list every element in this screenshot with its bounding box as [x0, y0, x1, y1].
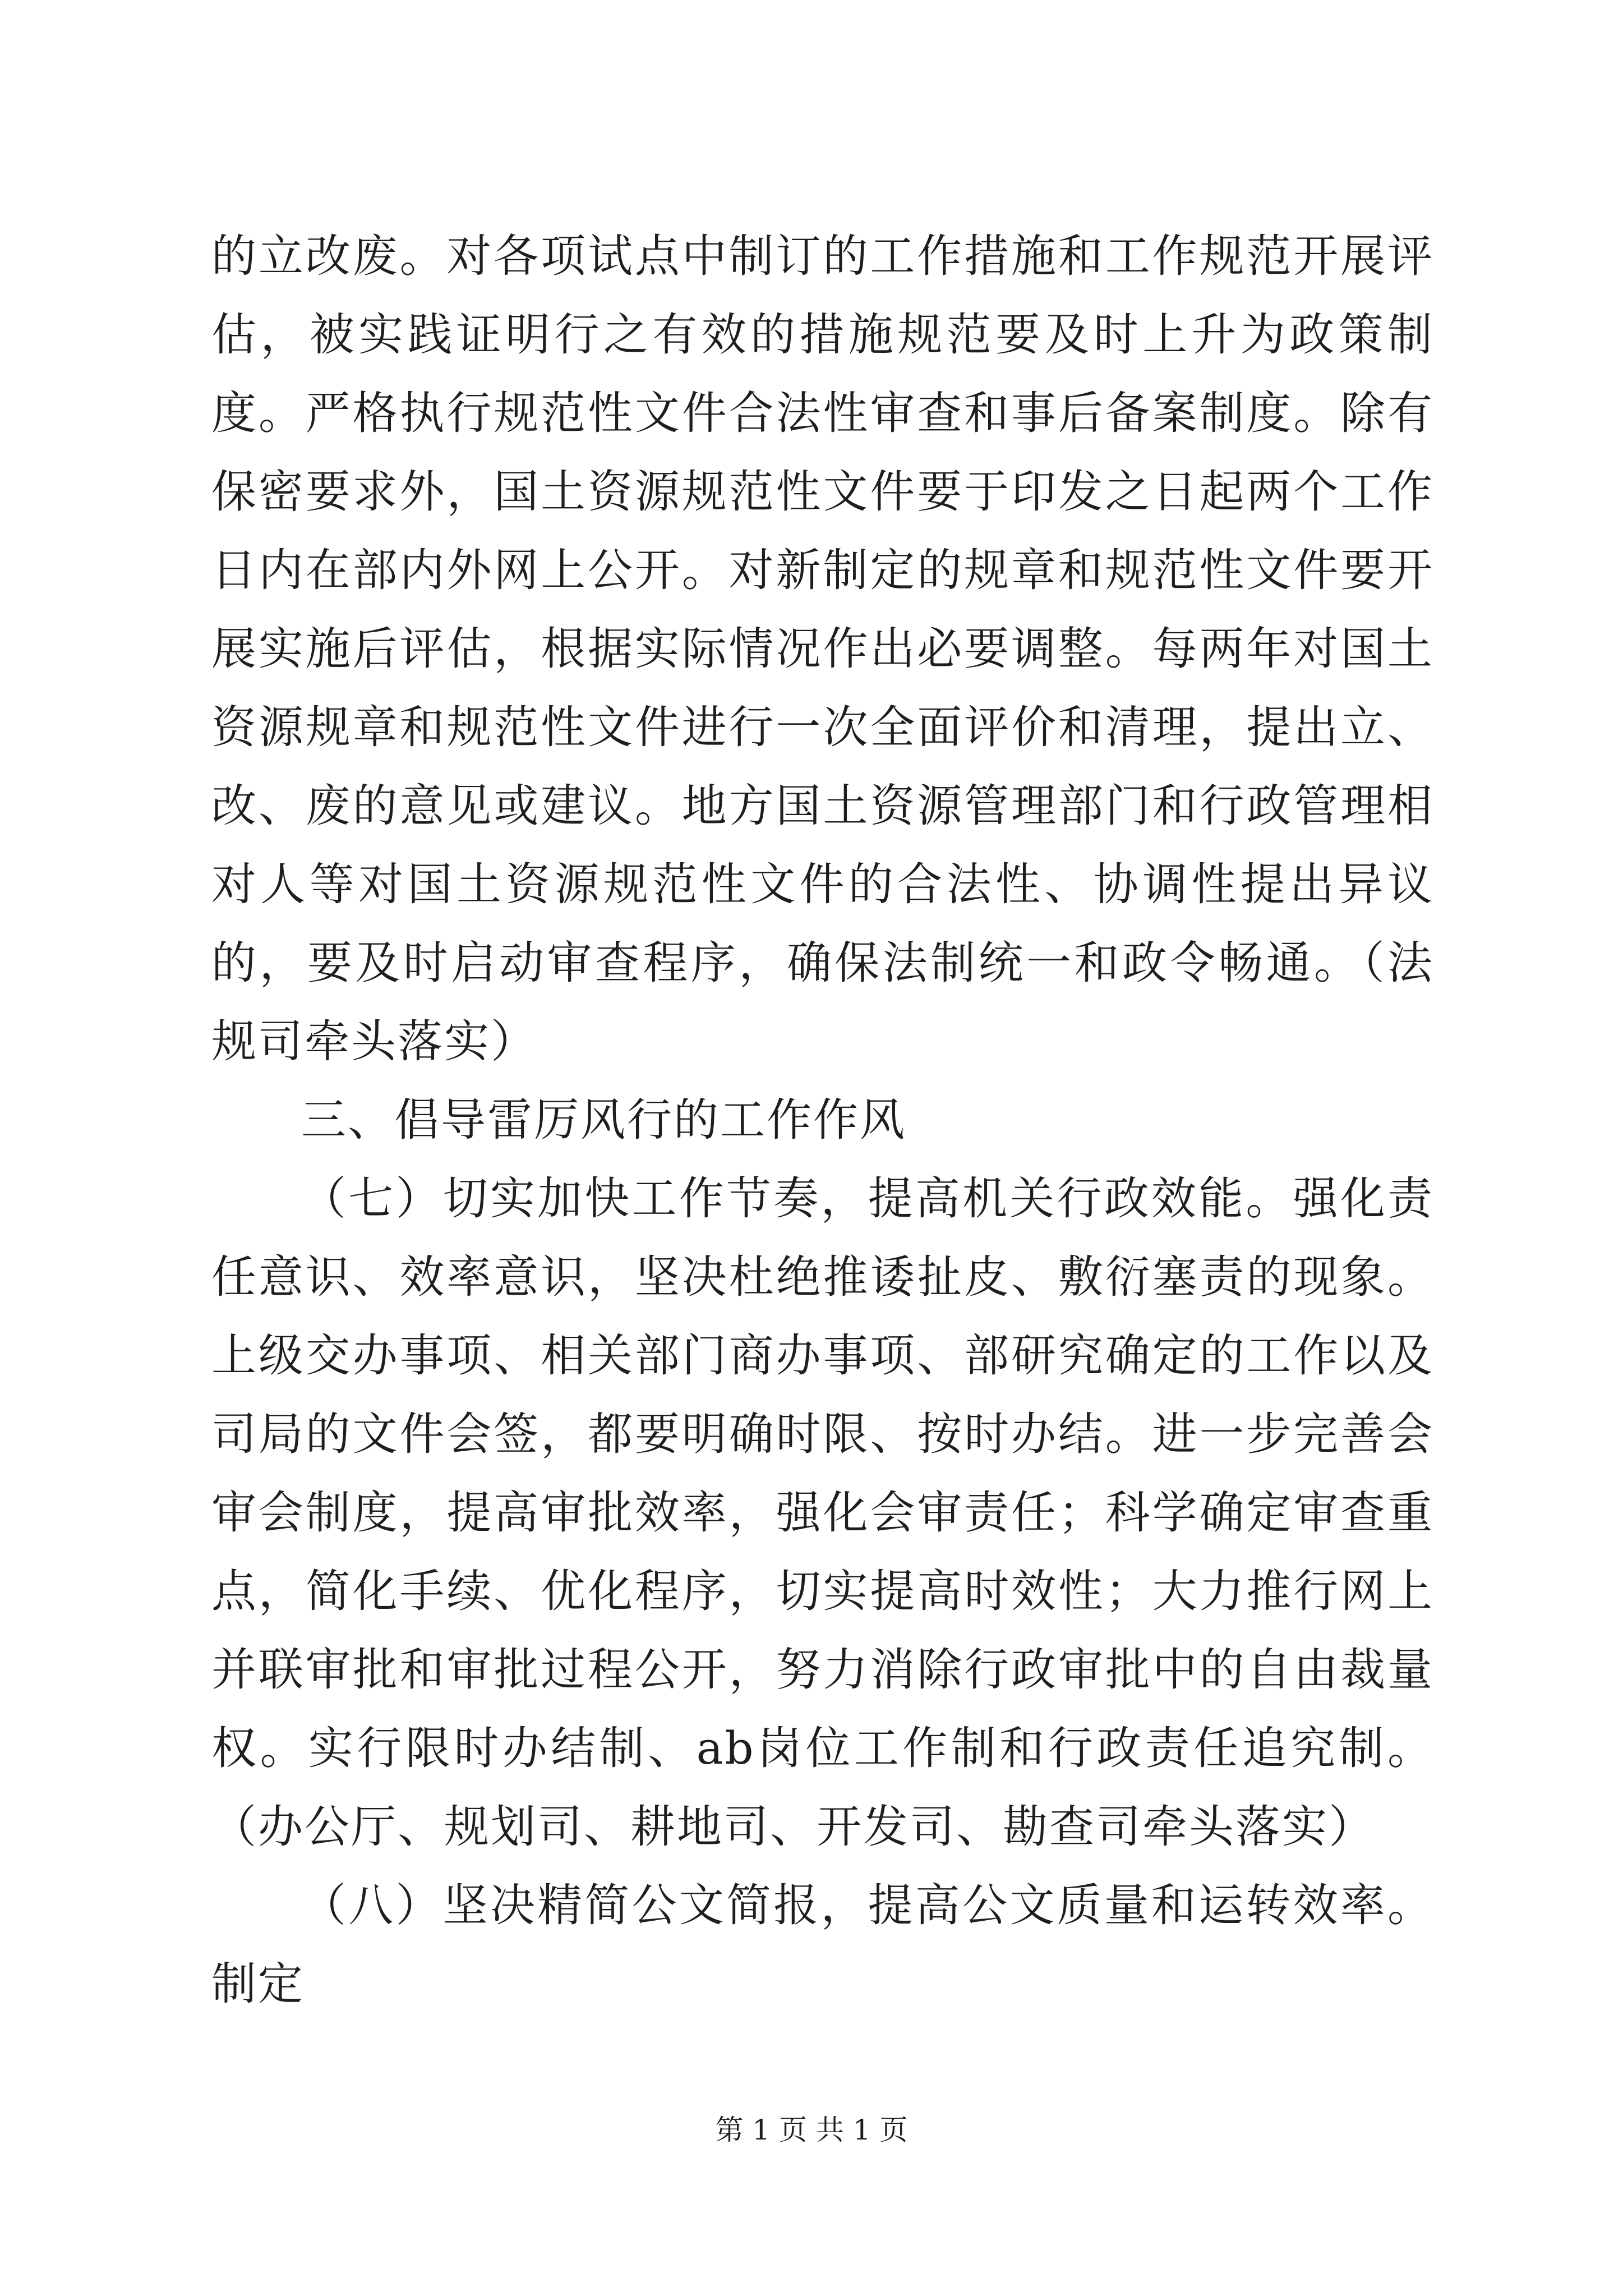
section-heading: 三、倡导雷厉风行的工作作风 [301, 1094, 906, 1146]
paragraph-item-7: （七）切实加快工作节奏，提高机关行政效能。强化责任意识、效率意识，坚决杜绝推诿扯皮、敷衍塞责的现象。上级交办事项、相关部门商办事项、部研究确定的工作以及司局的文件会签，都要明确时限、按时办结。进一步完善会审会制度，提高审批效率，强化会审责任；科学确定审查重点，简化手续、优化程序，切实提高时效性；大力推行网上并联审批和审批过程公开，努力消除行政审批中的自由裁量权。实行限时办结制、ab岗位工作制和行政责任追究制。（办公厅、规划司、耕地司、开发司、勘查司牵头落实） [211, 1172, 1434, 1853]
document-body [211, 217, 1434, 2023]
page-footer [0, 2110, 1623, 2150]
page-number-label: 第 1 页 共 1 页 [715, 2114, 908, 2146]
paragraph-item-8: （八）坚决精简公文简报，提高公文质量和运转效率。制定 [211, 1879, 1434, 2010]
paragraph-continuation: 的立改废。对各项试点中制订的工作措施和工作规范开展评估，被实践证明行之有效的措施规范要及时上升为政策制度。严格执行规范性文件合法性审查和事后备案制度。除有保密要求外，国土资源规范性文件要于印发之日起两个工作日内在部内外网上公开。对新制定的规章和规范性文件要开展实施后评估，根据实际情况作出必要调整。每两年对国土资源规章和规范性文件进行一次全面评价和清理，提出立、改、废的意见或建议。地方国土资源管理部门和行政管理相对人等对国土资源规范性文件的合法性、协调性提出异议的，要及时启动审查程序，确保法制统一和政令畅通。（法规司牵头落实） [211, 230, 1434, 1068]
